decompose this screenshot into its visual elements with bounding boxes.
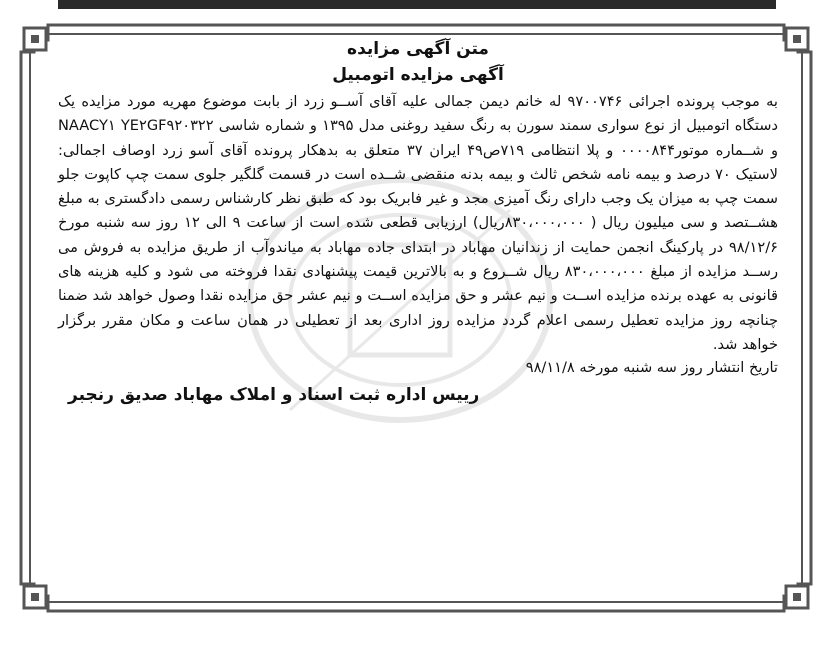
top-bar xyxy=(58,0,776,9)
signature-line: رییس اداره ثبت اسناد و املاک مهاباد صدیق رنجبر xyxy=(68,385,480,406)
notice-subtitle: آگهی مزایده اتومبیل xyxy=(332,65,504,85)
notice-title: متن آگهی مزایده xyxy=(347,39,489,59)
notice-titles xyxy=(58,36,778,88)
notice-body: به موجب پرونده اجرائی ۹۷۰۰۷۴۶ له خانم دیمن جمالی علیه آقای آســو زرد از بابت موضوع مهریه مورد مزایده یک دستگاه اتومبیل از نوع سواری سمند سورن به رنگ سفید روغنی مدل ۱۳۹۵ و شماره شاسی NAACY۱ YE۲GF۹۲۰۳۲۲ و شــماره موتور۰۰۰۰۸۴۴ و پلا انتظامی ۷۱۹ص۴۹ ایران ۳۷ متعلق به بدهکار پرونده آقای آسو زرد اوصاف اجمالی: لاستیک ۷۰ درصد و بیمه نامه شخص ثالث و بیمه بدنه منقضی شــده است در قسمت گلگیر جلوی سمت چپ کاپوت جلو سمت چپ به میزان یک وجب دارای رنگ آمیزی مجد و غیر فابریک بود که طبق نظر کارشناس رسمی دادگستری به مبلغ هشــتصد و سی میلیون ریال ( ۸۳۰،۰۰۰،۰۰۰ریال) ارزیابی قطعی شده است از ساعت ۹ الی ۱۲ روز سه شنبه مورخ ۹۸/۱۲/۶ در پارکینگ انجمن حمایت از زندانیان مهاباد در ابتدای جاده مهاباد به میاندوآب از طریق مزایده به فروش می رســد مزایده از مبلغ ۸۳۰،۰۰۰،۰۰۰ ریال شــروع و به بالاترین قیمت پیشنهادی نقدا فروخته می شود و کلیه هزینه های قانونی به عهده برنده مزایده اســت و نیم عشر و حق مزایده اســت و نیم عشر حق مزایده نقدا وصول خواهد شد ضمنا چنانچه روز مزایده تعطیل رسمی اعلام گردد مزایده روز اداری بعد از تعطیلی در همان ساعت و مکان مقرر برگزار خواهد شد. xyxy=(58,93,779,353)
publish-date: تاریخ انتشار روز سه شنبه مورخه ۹۸/۱۱/۸ xyxy=(525,359,778,377)
notice-content xyxy=(58,36,778,409)
